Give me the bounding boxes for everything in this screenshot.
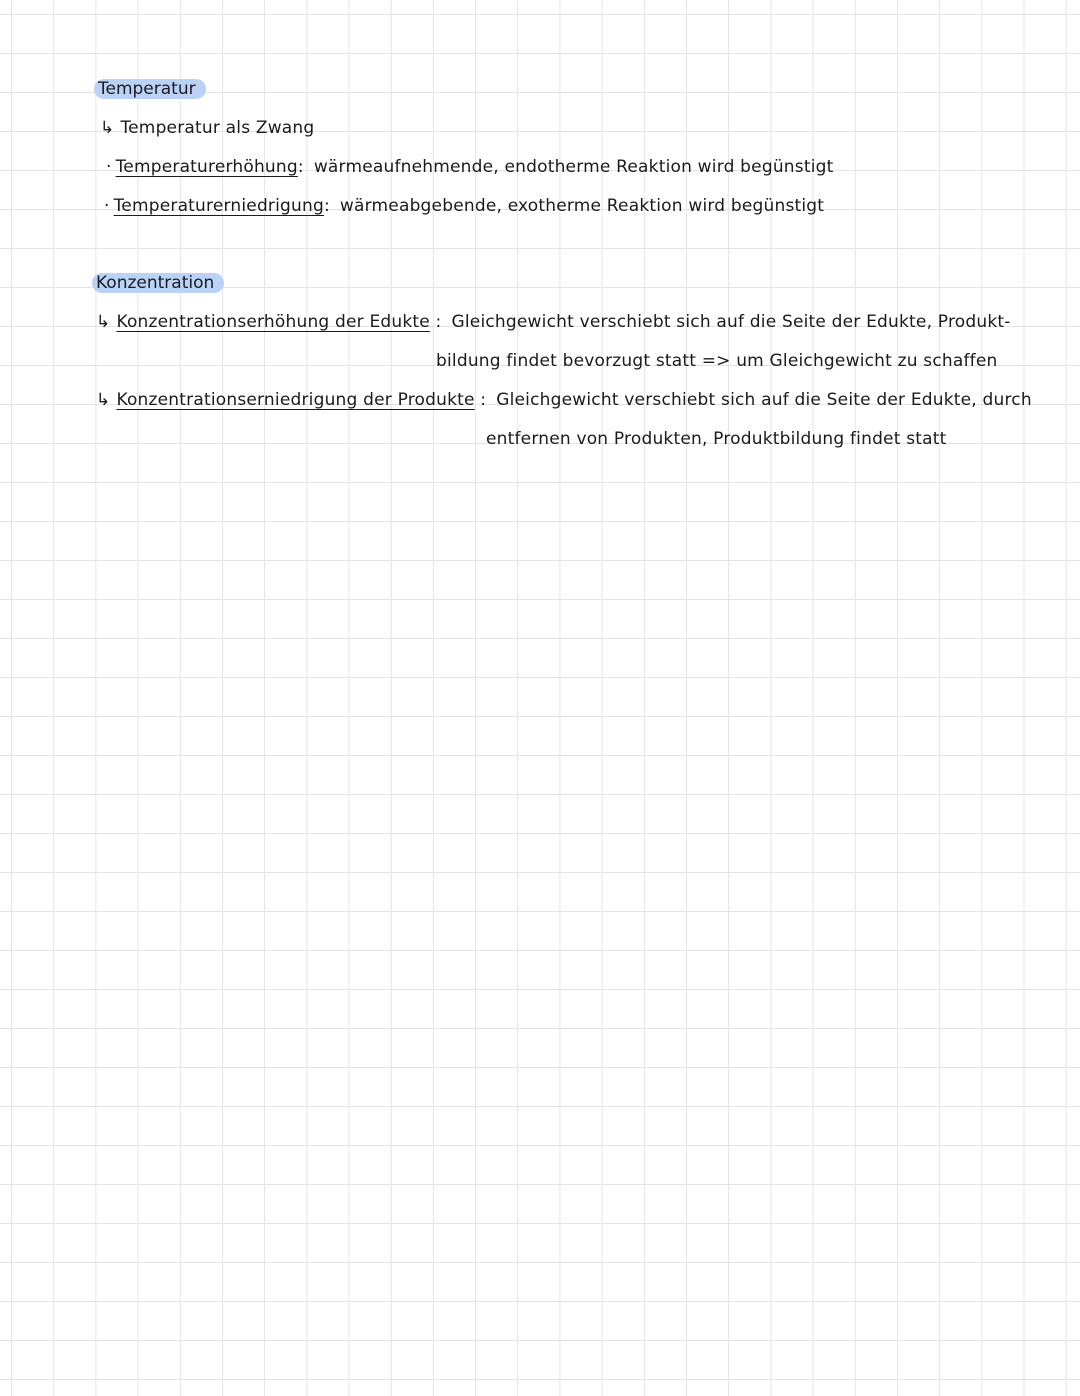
bullet-dot-icon: · <box>104 196 110 216</box>
heading-temperatur: Temperatur <box>94 79 206 99</box>
item-text-line-1: Gleichgewicht verschiebt sich auf die Seite der Edukte, Produkt- <box>451 312 1011 332</box>
konzentration-item-1-line-2: bildung findet bevorzugt statt => um Gleichgewicht zu schaffen <box>436 351 998 371</box>
colon: : <box>323 196 330 216</box>
konzentration-item-2-line-2: entfernen von Produkten, Produktbildung findet statt <box>486 429 947 449</box>
item-term: Konzentrationserniedrigung der Produkte <box>116 390 475 410</box>
colon: : <box>297 157 304 177</box>
colon: : <box>429 312 442 332</box>
item-term: Konzentrationserhöhung der Edukte <box>116 312 430 332</box>
bullet-dot-icon: · <box>106 157 112 177</box>
heading-konzentration: Konzentration <box>92 273 224 293</box>
temperatur-item-2 <box>104 196 824 216</box>
hook-arrow-icon: ↳ <box>96 312 111 332</box>
hook-arrow-icon: ↳ <box>96 390 111 410</box>
colon: : <box>474 390 487 410</box>
konzentration-item-2-line-1 <box>96 390 1032 410</box>
item-text: wärmeaufnehmende, endotherme Reaktion wird begünstigt <box>313 157 834 177</box>
konzentration-item-1-line-1 <box>96 312 1011 332</box>
item-text: wärmeabgebende, exotherme Reaktion wird begünstigt <box>339 196 825 216</box>
item-term: Temperaturerhöhung <box>115 157 298 177</box>
temperatur-item-1 <box>106 157 833 177</box>
item-text-line-1: Gleichgewicht verschiebt sich auf die Seite der Edukte, durch <box>496 390 1032 410</box>
arrow-line-text: Temperatur als Zwang <box>120 118 315 138</box>
temperatur-arrow-line <box>100 118 314 138</box>
hook-arrow-icon: ↳ <box>100 118 115 138</box>
item-term: Temperaturerniedrigung <box>113 196 324 216</box>
